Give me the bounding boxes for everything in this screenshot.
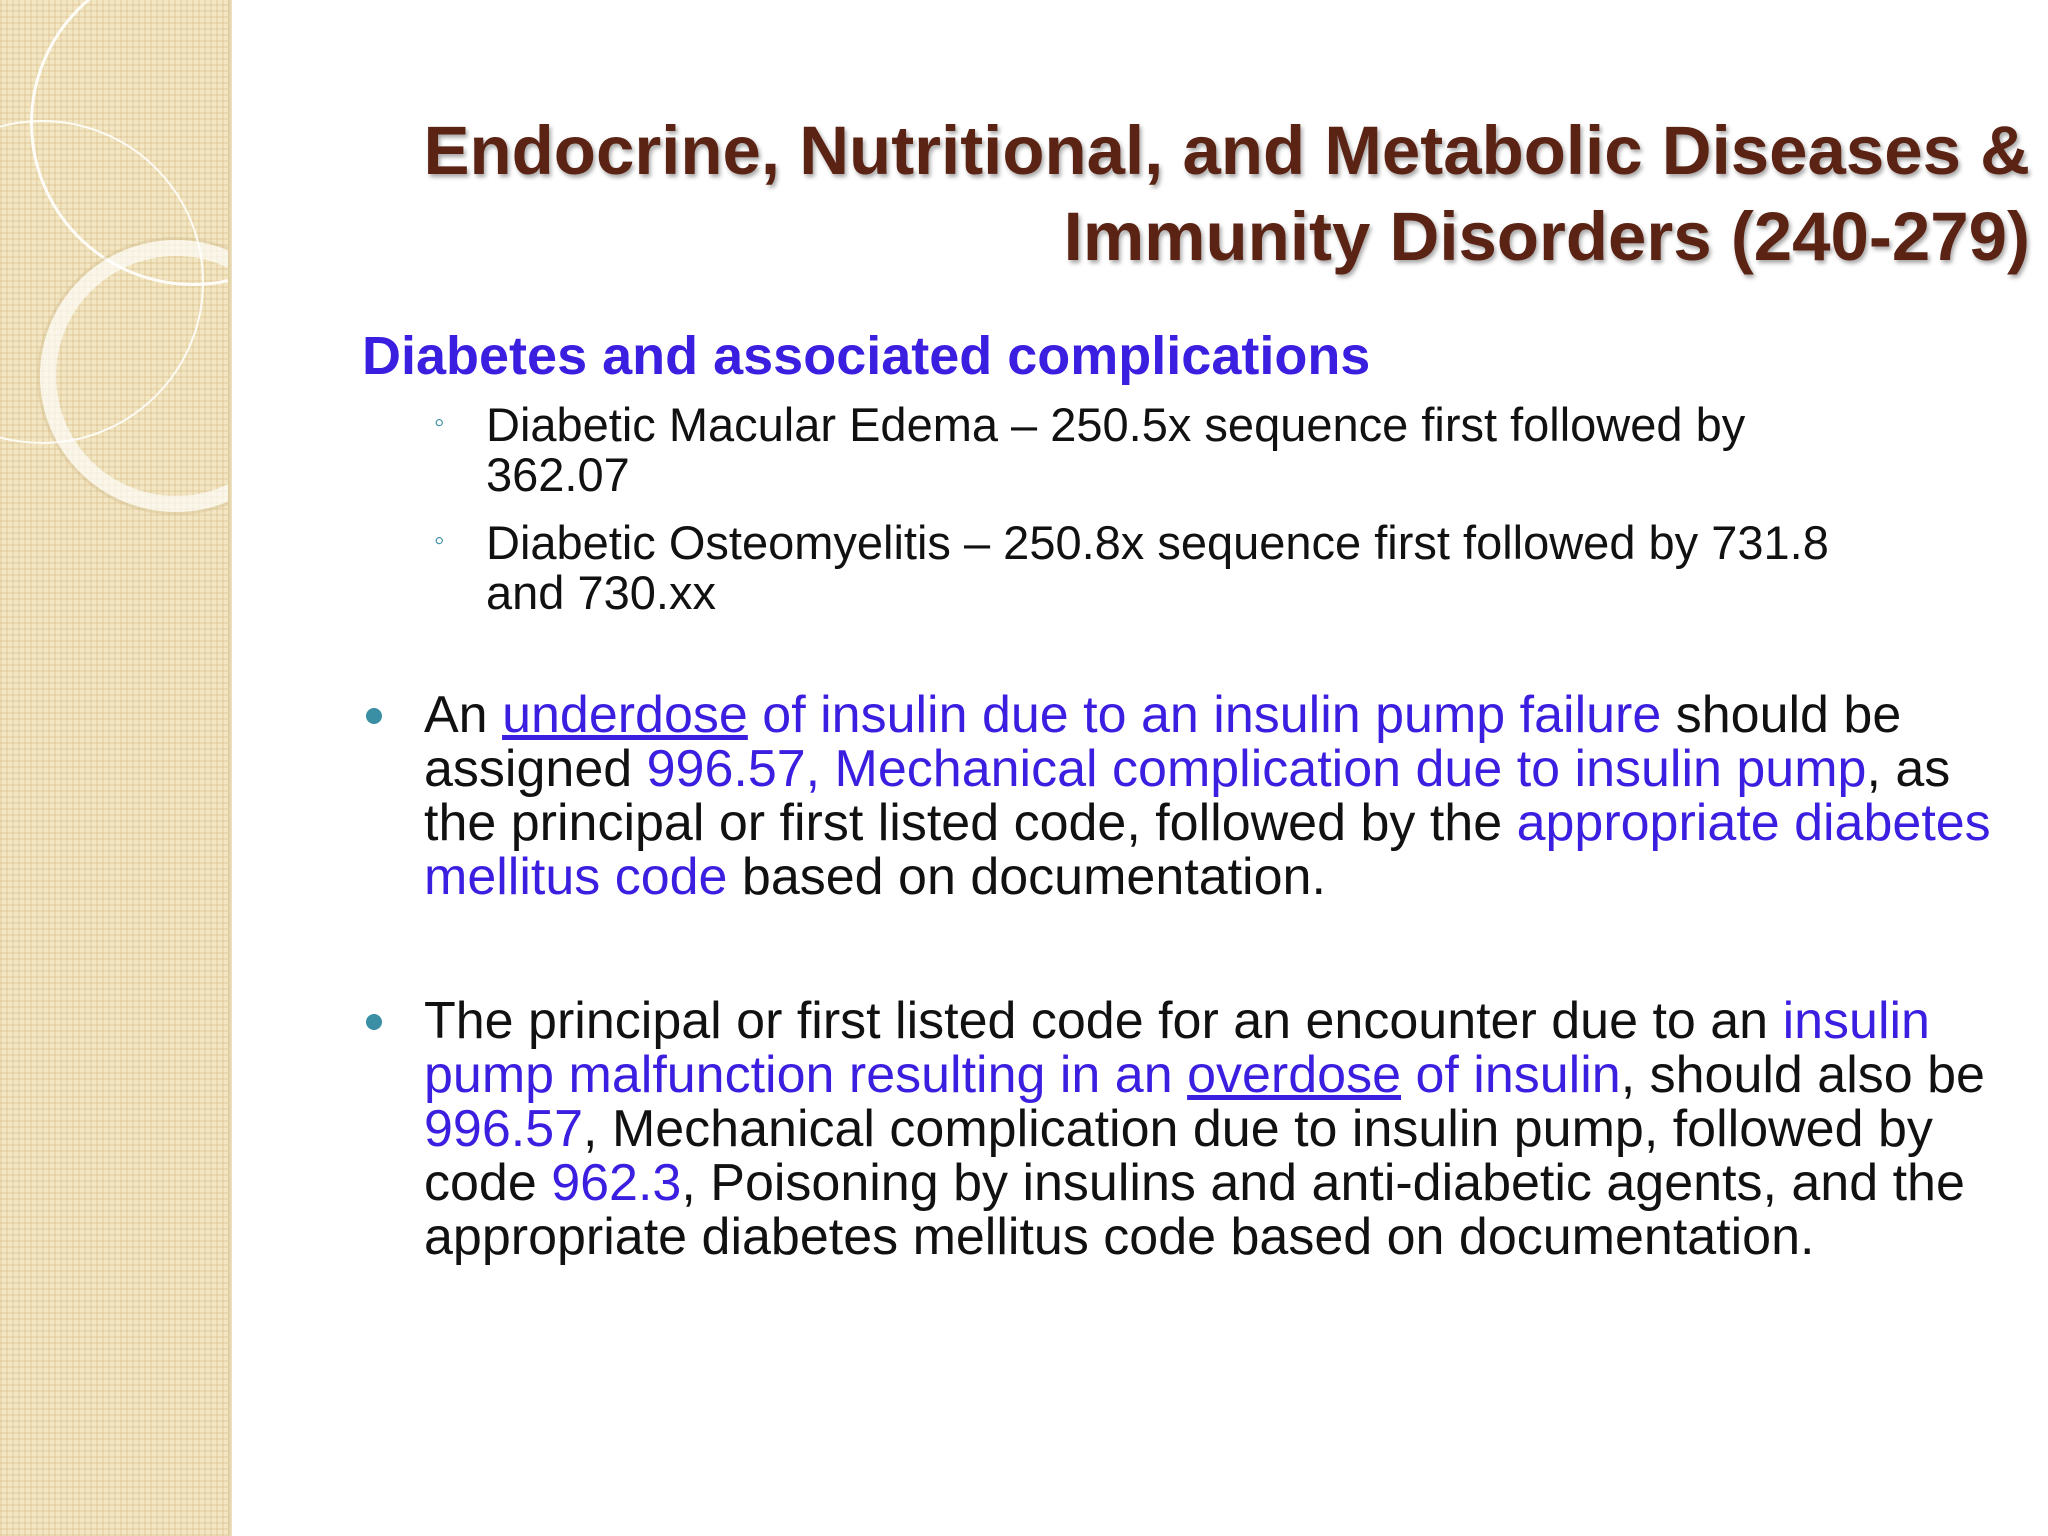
bullet-text: based on documentation. xyxy=(727,848,1326,906)
hollow-circle-bullet-icon: ◦ xyxy=(434,524,445,557)
list-item xyxy=(362,994,2022,1264)
dot-bullet-icon xyxy=(366,1014,382,1030)
highlight-text: appropriate diabetes mellitus code xyxy=(424,794,1991,906)
highlight-text: insulin pump malfunction resulting in an xyxy=(424,992,1930,1104)
highlight-text: of insulin due to an insulin pump failure xyxy=(747,686,1662,744)
list-item-text: Diabetic Osteomyelitis – 250.8x sequence first followed by 731.8 xyxy=(486,516,1829,569)
bullet-text: , Poisoning by insulins and anti-diabetic agents, and the appropriate diabetes mellitus code based on documentation. xyxy=(424,1154,1965,1266)
list-item xyxy=(362,688,2022,904)
list-item xyxy=(362,400,2022,500)
bullet-text: , should also be xyxy=(1620,1046,1985,1104)
bullet-text: should be assigned xyxy=(424,686,1902,798)
main-bullet-list xyxy=(362,688,2022,1264)
hollow-circle-bullet-icon: ◦ xyxy=(434,406,445,439)
section-heading: Diabetes and associated complications xyxy=(362,326,1371,386)
sidebar-edge xyxy=(228,0,232,1536)
list-item-text: Diabetic Macular Edema – 250.5x sequence first followed by xyxy=(486,398,1746,451)
underdose-link[interactable]: underdose xyxy=(502,686,748,744)
slide-title xyxy=(340,108,2030,280)
bullet-text: An xyxy=(424,686,503,744)
list-item-text: 362.07 xyxy=(486,448,630,501)
list-item-text: and 730.xx xyxy=(486,566,716,619)
bullet-text: , as the principal or first listed code, followed by the xyxy=(424,740,1951,852)
bullet-text: , Mechanical complication due to insulin pump, followed by code xyxy=(424,1100,1933,1212)
overdose-link[interactable]: overdose xyxy=(1187,1046,1402,1104)
dot-bullet-icon xyxy=(366,708,382,724)
highlight-text: 996.57, Mechanical complication due to insulin pump xyxy=(646,740,1867,798)
bullet-text: The principal or first listed code for an encounter due to an xyxy=(424,992,1783,1050)
highlight-text: of insulin xyxy=(1401,1046,1621,1104)
decorative-sidebar xyxy=(0,0,228,1536)
slide-title-line2: Immunity Disorders (240-279) xyxy=(1063,198,2030,275)
sub-bullet-list xyxy=(362,400,2022,618)
highlight-text: 996.57 xyxy=(424,1100,584,1158)
list-item xyxy=(362,518,2022,618)
slide-title-line1: Endocrine, Nutritional, and Metabolic Diseases & xyxy=(423,112,2030,189)
slide-content xyxy=(362,322,2022,1354)
highlight-text: 962.3 xyxy=(551,1154,682,1212)
